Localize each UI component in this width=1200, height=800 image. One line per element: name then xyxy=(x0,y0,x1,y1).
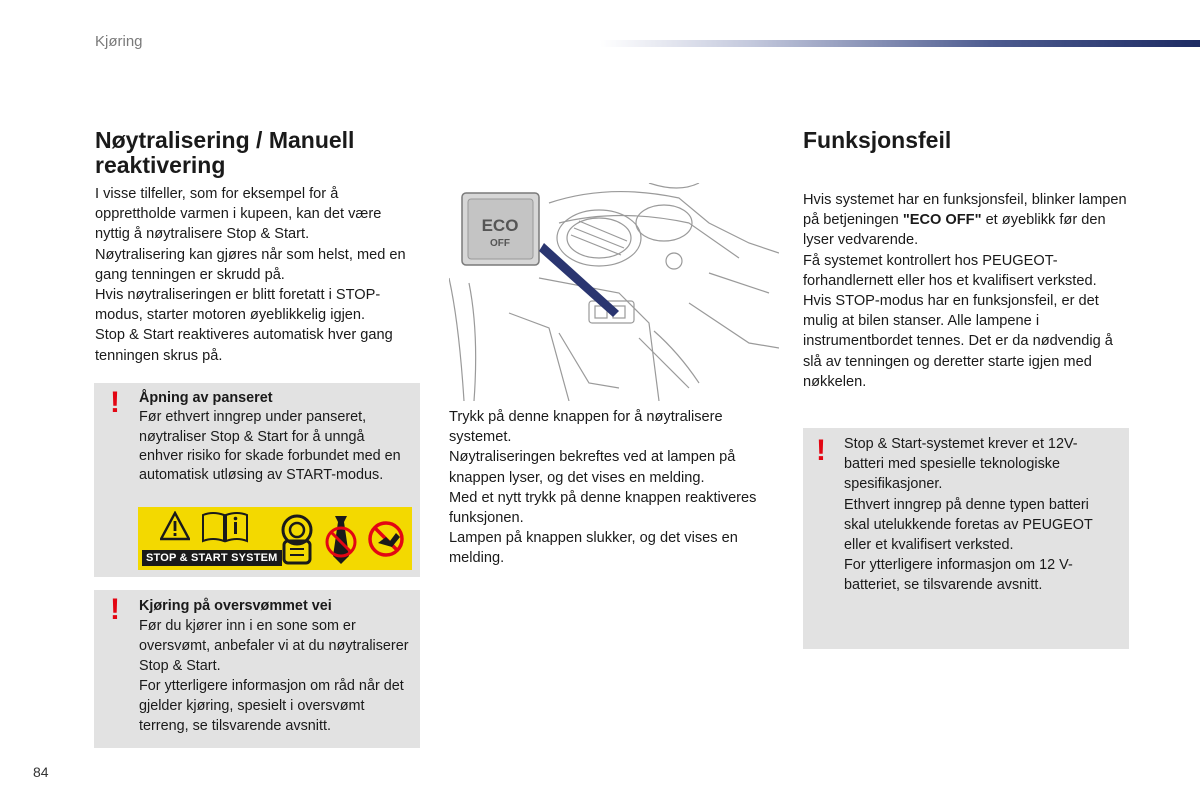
no-tie-icon xyxy=(324,512,358,566)
dashboard-eco-off-illustration xyxy=(449,183,779,401)
paragraph: Hvis nøytraliseringen er blitt foretatt i STOP-modus, starter motoren øyeblikkelig igjen. xyxy=(95,287,381,324)
warning-battery-content xyxy=(844,434,1116,596)
neutralisation-text xyxy=(95,184,420,366)
malfunction-text xyxy=(803,190,1133,392)
manual-book-icon xyxy=(200,511,250,543)
stop-start-label: STOP & START SYSTEM xyxy=(142,550,282,566)
paragraph: Nøytraliseringen bekreftes ved at lampen på knappen lyser, og det vises en melding. xyxy=(449,449,736,486)
header-gradient-bar xyxy=(600,40,1200,47)
text-run: Hvis systemet har en funksjonsfeil, blinker lampen på betjeningen xyxy=(803,192,1127,229)
eco-button-sublabel: OFF xyxy=(490,238,510,249)
left-column xyxy=(95,128,420,366)
warning-flooded-content xyxy=(139,596,411,736)
eco-button-label: ECO xyxy=(481,216,519,235)
stop-start-warning-label xyxy=(138,507,412,570)
hazard-triangle-icon xyxy=(160,511,190,541)
warning-exclamation-icon: ! xyxy=(816,434,826,467)
page-number: 84 xyxy=(33,764,49,780)
paragraph xyxy=(803,190,1133,251)
warning-bonnet-content xyxy=(139,389,409,485)
warning-exclamation-icon: ! xyxy=(110,593,120,626)
text-run: et øyeblikk før den lyser vedvarende. xyxy=(803,212,1106,249)
eco-off-bold-label: "ECO OFF" xyxy=(902,212,982,229)
paragraph: I visse tilfeller, som for eksempel for å opprettholde varmen i kupeen, kan det være nyttig å nøytralisere Stop & Start. xyxy=(95,186,382,243)
warning-text: For ytterligere informasjon om 12 V-batteriet, se tilsvarende avsnitt. xyxy=(844,557,1073,594)
paragraph: Stop & Start reaktiveres automatisk hver gang tenningen skrus på. xyxy=(95,327,393,364)
warning-text: For ytterligere informasjon om råd når det gjelder kjøring, spesielt i oversvømt terreng, se tilsvarende avsnitt. xyxy=(139,678,404,734)
paragraph: Få systemet kontrollert hos PEUGEOT-forhandlernett eller hos et kvalifisert verksted. xyxy=(803,252,1097,289)
warning-text: Før ethvert inngrep under panseret, nøytraliser Stop & Start for å unngå enhver risiko for skade forbundet med en automatisk utløsing av START-modus. xyxy=(139,409,401,484)
warning-text: Ethvert inngrep på denne typen batteri skal utelukkende foretas av PEUGEOT eller et kvalifisert verksted. xyxy=(844,496,1093,554)
warning-exclamation-icon: ! xyxy=(110,386,120,419)
running-header: Kjøring xyxy=(95,33,143,50)
paragraph: Trykk på denne knappen for å nøytralisere systemet. xyxy=(449,409,723,446)
no-hand-icon xyxy=(366,519,406,559)
section-heading-malfunction: Funksjonsfeil xyxy=(803,127,952,153)
engine-fan-icon xyxy=(280,513,314,565)
paragraph: Med et nytt trykk på denne knappen reaktiveres funksjonen. xyxy=(449,489,757,527)
middle-column xyxy=(449,407,789,569)
right-column xyxy=(803,128,1133,392)
warning-title: Kjøring på oversvømmet vei xyxy=(139,598,332,614)
warning-text: Stop & Start-systemet krever et 12V-batteri med spesielle teknologiske spesifikasjoner. xyxy=(844,436,1078,493)
warning-text: Før du kjører inn i en sone som er oversvømt, anbefaler vi at du nøytraliserer Stop & Start. xyxy=(139,618,409,674)
section-heading-neutralisation: Nøytralisering / Manuell reaktivering xyxy=(95,127,355,178)
paragraph: Hvis STOP-modus har en funksjonsfeil, er det mulig at bilen stanser. Alle lampene i instrumentbordet tennes. Det er da nødvendig å slå av tenningen og deretter starte igjen med nøkkelen. xyxy=(803,293,1113,390)
warning-title: Åpning av panseret xyxy=(139,390,273,406)
paragraph: Nøytralisering kan gjøres når som helst, med en gang tenningen er skrudd på. xyxy=(95,246,406,283)
paragraph: Lampen på knappen slukker, og det vises en melding. xyxy=(449,530,738,567)
